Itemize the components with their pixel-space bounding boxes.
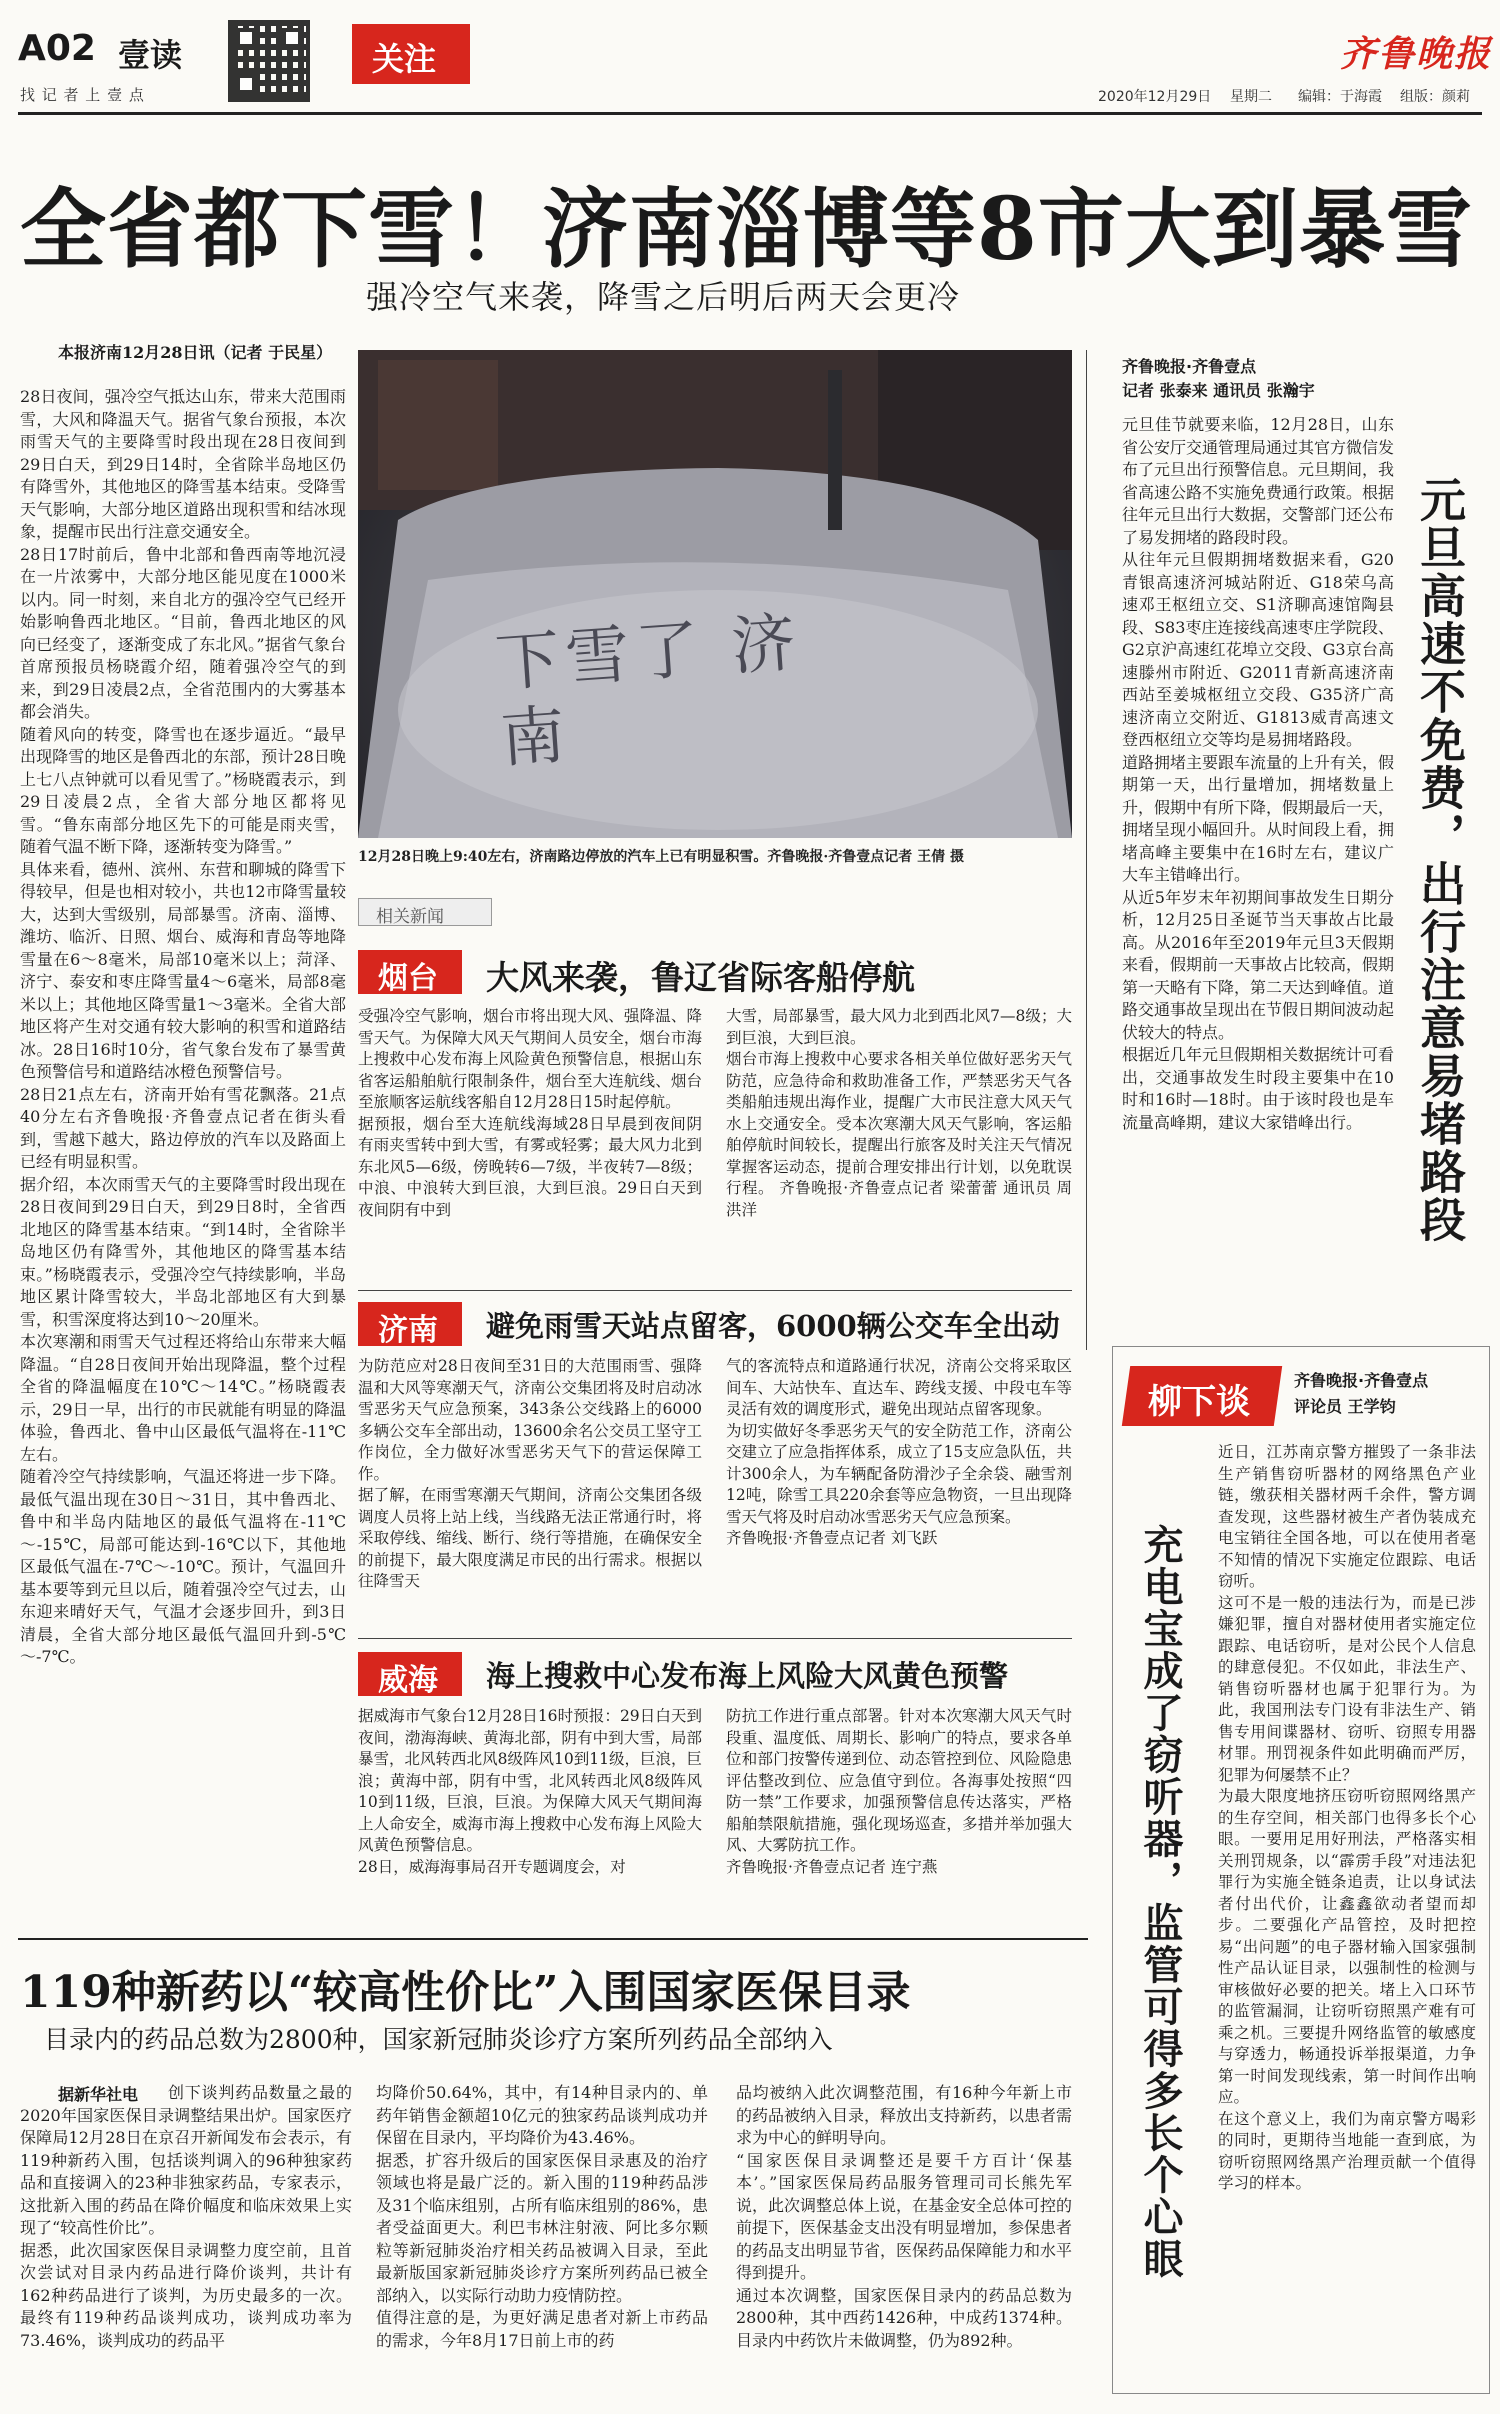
weihai-place-label: 威海	[378, 1663, 438, 1698]
weihai-rule	[358, 1638, 1072, 1639]
layout-credit: 组版：颜莉	[1400, 89, 1470, 105]
reporter-note: 找 记 者 上 壹 点	[20, 86, 145, 104]
yantai-col2: 大雪，局部暴雪，最大风力北到西北风7—8级；大到巨浪，大到巨浪。 烟台市海上搜救中心要求各相关单位做好恶劣天气防范，应急待命和救助准备工作，严禁恶劣天气各类船舶违规出海作业，提醒广大市民注意大风天气水上交通安全。受本次寒潮大风天气影响，客运船舶停航时间较长，提醒出行旅客及时关注天气情况掌握客运动态，提前合理安排出行计划，以免耽误行程。 齐鲁晚报·齐鲁壹点记者 梁蕾蕾 通讯员 周洪洋	[726, 1007, 1072, 1219]
weihai-headline: 海上搜救中心发布海上风险大风黄色预警	[486, 1659, 1009, 1693]
yantai-headline: 大风来袭，鲁辽省际客船停航	[486, 958, 915, 997]
jinan-headline: 避免雨雪天站点留客，6000辆公交车全出动	[486, 1309, 1060, 1343]
jinan-col1: 为防范应对28日夜间至31日的大范围雨雪、强降温和大风等寒潮天气，济南公交集团将及时启动冰雪恶劣天气应急预案，343条公交线路上的6000多辆公交车全部出动，13600余名公交员工坚守工作岗位，全力做好冰雪恶劣天气下的营运保障工作。 据了解，在雨雪寒潮天气期间，济南公交集团各级调度人员将上站上线，当线路无法正常通行时，将采取停线、缩线、断行、绕行等措施，在确保安全的前提下，最大限度满足市民的出行需求。根据以往降雪天	[358, 1357, 702, 1590]
header-rule	[18, 112, 1482, 115]
drug-story-rule	[18, 1938, 1088, 1940]
related-news-label: 相关新闻	[376, 907, 444, 927]
jinan-rule	[358, 1290, 1072, 1291]
commentary-source: 齐鲁晚报·齐鲁壹点	[1294, 1371, 1429, 1390]
highway-byline: 记者 张泰来 通讯员 张瀚宇	[1122, 381, 1315, 400]
section-name: 壹读	[118, 36, 183, 74]
highway-body: 元旦佳节就要来临，12月28日，山东省公安厅交通管理局通过其官方微信发布了元旦出行预警信息。元旦期间，我省高速公路不实施免费通行政策。根据往年元旦出行大数据，交警部门还公布了易发拥堵的路段时段。 从往年元旦假期拥堵数据来看，G20青银高速济河城站附近、G18荣乌高速邓王枢纽立交、S1济聊高速馆陶县段、S83枣庄连接线高速枣庄学院段、G2京沪高速红花埠立交段、G3京台高速滕州市附近、G2011青新高速济南西站至姜城枢纽立交段、G35济广高速济南立交附近、G1813威青高速文登西枢纽立交等均是易拥堵路段。 道路拥堵主要跟车流量的上升有关，假期第一天，出行量增加，拥堵数量上升，假期中有所下降，假期最后一天，拥堵呈现小幅回升。从时间段上看，拥堵高峰主要集中在16时左右，建议广大车主错峰出行。 从近5年岁末年初期间事故发生日期分析，12月25日圣诞节当天事故占比最高。从2016年至2019年元旦3天假期来看，假期前一天事故占比较高，假期第一天略有下降，第二天达到峰值。道路交通事故呈现出在节假日期间波动起伏较大的特点。 根据近几年元旦假期相关数据统计可看出，交通事故发生时段主要集中在10时和16时—18时。由于该时段也是车流量高峰期，建议大家错峰出行。	[1122, 415, 1394, 1132]
commentary-headline: 充电宝成了窃听器，监管可得多长个心眼	[1137, 1524, 1184, 2280]
main-subhead: 强冷空气来袭，降雪之后明后两天会更冷	[366, 278, 961, 316]
jinan-place-label: 济南	[378, 1313, 438, 1348]
drug-col2: 均降价50.64%，其中，有14种目录内的、单药年销售金额超10亿元的独家药品谈判成功并保留在目录内，平均降价为43.46%。 据悉，扩容升级后的国家医保目录惠及的治疗领域也将是最广泛的。新入围的119种药品涉及31个临床组别，占所有临床组别的86%，患者受益面更大。利巴韦林注射液、阿比多尔颗粒等新冠肺炎治疗相关药品被调入目录，至此最新版国家新冠肺炎诊疗方案所列药品已被全部纳入，以实际行动助力疫情防控。 值得注意的是，为更好满足患者对新上市药品的需求，今年8月17日前上市的药	[376, 2083, 708, 2350]
commentary-byline: 评论员 王学钧	[1294, 1397, 1396, 1416]
snow-writing: 下雪了 济南	[493, 605, 804, 777]
page-number: A02	[18, 28, 96, 69]
qr-code-icon[interactable]	[228, 20, 310, 102]
yantai-col1: 受强冷空气影响，烟台市将出现大风、强降温、降雪天气。为保障大风天气期间人员安全，烟台市海上搜救中心发布海上风险黄色预警信息，根据山东省客运船舶航行限制条件，烟台至大连航线、烟台至旅顺客运航线客船自12月28日15时起停航。 据预报，烟台至大连航线海域28日早晨到夜间阴有雨夹雪转中到大雪，有雾或轻雾；最大风力北到东北风5—6级，傍晚转6—7级，半夜转7—8级；中浪、中浪转大到巨浪，大到巨浪。29日白天到夜间阴有中到	[358, 1007, 702, 1219]
right-column-divider	[1086, 350, 1087, 1350]
yantai-place-label: 烟台	[378, 961, 438, 996]
issue-weekday: 星期二	[1230, 89, 1272, 105]
weihai-col1: 据威海市气象台12月28日16时预报：29日白天到夜间，渤海海峡、黄海北部，阴有中到大雪，局部暴雪，北风转西北风8级阵风10到11级，巨浪，巨浪；黄海中部，阴有中雪，北风转西北风8级阵风10到11级，巨浪，巨浪。为保障大风天气期间海上人命安全，威海市海上搜救中心发布海上风险大风黄色预警信息。 28日，威海海事局召开专题调度会，对	[358, 1707, 702, 1876]
drug-subhead: 目录内的药品总数为2800种，国家新冠肺炎诊疗方案所列药品全部纳入	[44, 2025, 833, 2054]
highway-headline: 元旦高速不免费，出行注意易堵路段	[1413, 476, 1467, 1244]
main-headline: 全省都下雪！济南淄博等8市大到暴雪	[20, 179, 1473, 280]
weihai-col2: 防抗工作进行重点部署。针对本次寒潮大风天气时段重、温度低、周期长、影响广的特点，要求各单位和部门按警传递到位、动态管控到位、风险隐患评估整改到位、应急值守到位。各海事处按照“四防一禁”工作要求，加强预警信息传达落实，严格船舶禁限航措施，强化现场巡查，多措并举加强大风、大雾防抗工作。 齐鲁晚报·齐鲁壹点记者 连宁燕	[726, 1707, 1072, 1876]
commentary-body: 近日，江苏南京警方摧毁了一条非法生产销售窃听器材的网络黑色产业链，缴获相关器材两千余件，警方调查发现，这些器材被生产者伪装成充电宝销往全国各地，可以在使用者毫不知情的情况下实施定位跟踪、电话窃听。 这可不是一般的违法行为，而是已涉嫌犯罪，擅自对器材使用者实施定位跟踪、电话窃听，是对公民个人信息的肆意侵犯。不仅如此，非法生产、销售窃听器材也属于犯罪行为。为此，我国刑法专门设有非法生产、销售专用间谍器材、窃听、窃照专用器材罪。刑罚视条件如此明确而严厉，犯罪为何屡禁不止？ 为最大限度地挤压窃听窃照网络黑产的生存空间，相关部门也得多长个心眼。一要用足用好刑法，严格落实相关刑罚规条，以“霹雳手段”对违法犯罪行为实施全链条追责，让以身试法者付出代价，让鑫鑫欲动者望而却步。二要强化产品管控，及时把控易“出问题”的电子器材输入国家强制性产品认证目录，以强制性的检测与审核做好必要的把关。堵上入口环节的监管漏洞，让窃听窃照黑产难有可乘之机。三要提升网络监管的敏感度与穿透力，畅通投诉举报渠道，力争第一时间发现线索，第一时间作出响应。 在这个意义上，我们为南京警方喝彩的同时，更期待当地能一查到底，为窃听窃照网络黑产治理贡献一个值得学习的样本。	[1218, 1443, 1476, 2192]
car-illustration	[358, 350, 1072, 838]
snow-car-photo	[358, 350, 1072, 838]
photo-caption: 12月28日晚上9:40左右，济南路边停放的汽车上已有明显积雪。齐鲁晚报·齐鲁壹点记者 王倩 摄	[358, 849, 964, 865]
brand-logo: 齐鲁晚报	[1340, 33, 1493, 75]
main-lead-label: 本报济南12月28日讯（记者 于民星）	[58, 343, 333, 362]
column-tag-label: 关注	[372, 40, 437, 78]
drug-col1: 创下谈判药品数量之最的2020年国家医保目录调整结果出炉。国家医疗保障局12月28日在京召开新闻发布会表示，有119种新药入围，包括谈判调入的96种独家药品和直接调入的23种非独家药品，专家表示，这批新入围的药品在降价幅度和临床效果上实现了“较高性价比”。 据悉，此次国家医保目录调整力度空前，且首次尝试对目录内药品进行降价谈判，共计有162种药品进行了谈判，为历史最多的一次。最终有119种药品谈判成功，谈判成功率为73.46%，谈判成功的药品平	[20, 2083, 352, 2350]
drug-source: 据新华社电	[58, 2085, 139, 2104]
drug-headline: 119种新药以“较高性价比”入围国家医保目录	[20, 1967, 911, 2018]
main-story-body: 28日夜间，强冷空气抵达山东，带来大范围雨雪，大风和降温天气。据省气象台预报，本次雨雪天气的主要降雪时段出现在28日夜间到29日白天，到29日14时，全省除半岛地区仍有降雪外，其他地区的降雪基本结束。受降雪天气影响，大部分地区道路出现积雪和结冰现象，提醒市民出行注意交通安全。 28日17时前后，鲁中北部和鲁西南等地沉浸在一片浓雾中，大部分地区能见度在1000米以内。同一时刻，来自北方的强冷空气已经开始影响鲁西北地区。“目前，鲁西北地区的风向已经变了，逐渐变成了东北风。”据省气象台首席预报员杨晓霞介绍，随着强冷空气的到来，到29日凌晨2点，全省范围内的大雾基本都会消失。 随着风向的转变，降雪也在逐步逼近。“最早出现降雪的地区是鲁西北的东部，预计28日晚上七八点钟就可以看见雪了。”杨晓霞表示，到29日凌晨2点，全省大部分地区都将见雪。“鲁东南部分地区先下的可能是雨夹雪，随着气温不断下降，逐渐转变为降雪。” 具体来看，德州、滨州、东营和聊城的降雪下得较早，但是也相对较小，共也12市降雪量较大，达到大雪级别，局部暴雪。济南、淄博、潍坊、临沂、日照、烟台、威海和青岛等地降雪量在6～8毫米，局部10毫米以上；菏泽、济宁、泰安和枣庄降雪量4～6毫米，局部8毫米以上；其他地区降雪量1～3毫米。全省大部地区将产生对交通有较大影响的积雪和道路结冰。28日16时10分，省气象台发布了暴雪黄色预警信号和道路结冰橙色预警信号。 28日21点左右，济南开始有雪花飘落。21点40分左右齐鲁晚报·齐鲁壹点记者在街头看到，雪越下越大，路边停放的汽车以及路面上已经有明显积雪。 据介绍，本次雨雪天气的主要降雪时段出现在28日夜间到29日白天，到29日8时，全省西北地区的降雪基本结束。“到14时，全省除半岛地区仍有降雪外，其他地区的降雪基本结束。”杨晓霞表示，受强冷空气持续影响，半岛地区累计降雪较大，半岛北部地区有大到暴雪，积雪深度将达到10～20厘米。 本次寒潮和雨雪天气过程还将给山东带来大幅降温。“自28日夜间开始出现降温，整个过程全省的降温幅度在10℃～14℃。”杨晓霞表示，29日一早，出行的市民就能有明显的降温体验，鲁西北、鲁中山区最低气温将在-11℃左右。 随着冷空气持续影响，气温还将进一步下降。最低气温出现在30日～31日，其中鲁西北、鲁中和半岛内陆地区的最低气温将在-11℃～-15℃，局部可能达到-16℃以下，其他地区最低气温在-7℃～-10℃。预计，气温回升基本要等到元旦以后，随着强冷空气过去，山东迎来晴好天气，气温才会逐步回升，到3日清晨，全省大部分地区最低气温回升到-5℃～-7℃。	[20, 387, 346, 1666]
highway-source: 齐鲁晚报·齐鲁壹点	[1122, 357, 1257, 376]
editor-credit: 编辑：于海霞	[1298, 89, 1382, 105]
issue-date: 2020年12月29日	[1098, 89, 1212, 105]
drug-col3: 品均被纳入此次调整范围，有16种今年新上市的药品被纳入目录，释放出支持新药，以患者需求为中心的鲜明导向。 “国家医保目录调整还是要千方百计‘保基本’。”国家医保局药品服务管理司司长熊先军说，此次调整总体上说，在基金安全总体可控的前提下，医保基金支出没有明显增加，参保患者的药品支出明显节省，医保药品保障能力和水平得到提升。 通过本次调整，国家医保目录内的药品总数为2800种，其中西药1426种，中成药1374种。目录内中药饮片未做调整，仍为892种。	[736, 2083, 1072, 2350]
commentary-column-label: 柳下谈	[1148, 1382, 1250, 1422]
jinan-col2: 气的客流特点和道路通行状况，济南公交将采取区间车、大站快车、直达车、跨线支援、中段屯车等灵活有效的调度形式，避免出现站点留客现象。 为切实做好冬季恶劣天气的安全防范工作，济南公交建立了应急指挥体系，成立了15支应急队伍，共计300余人，为车辆配备防滑沙子全余袋、融雪剂12吨，除雪工具220余套等应急物资，一旦出现降雪天气将及时启动冰雪恶劣天气应急预案。 齐鲁晚报·齐鲁壹点记者 刘飞跃	[726, 1357, 1072, 1547]
